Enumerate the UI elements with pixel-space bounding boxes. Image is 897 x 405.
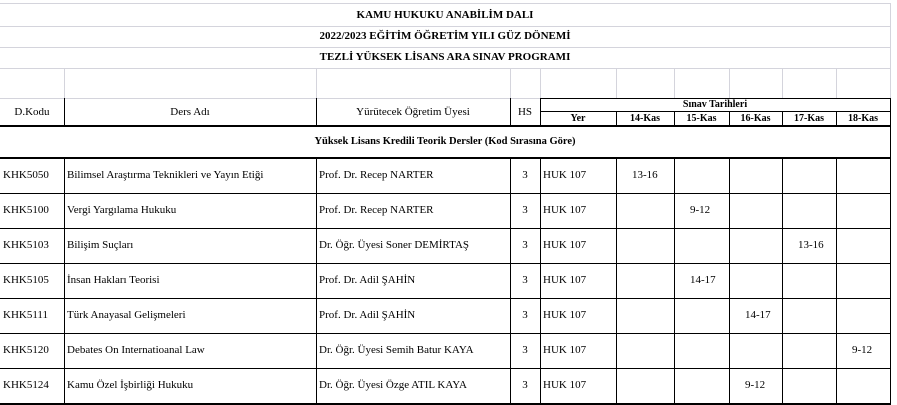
hs-value: 3 xyxy=(522,169,528,181)
course-name: Bilişim Suçları xyxy=(67,239,134,251)
exam-location: HUK 107 xyxy=(543,379,587,391)
exam-time-slot xyxy=(616,228,674,263)
grid-line xyxy=(782,158,783,403)
header-date-4: 17-Kas xyxy=(794,112,824,124)
grid-line xyxy=(0,98,540,99)
grid-line xyxy=(890,3,891,98)
grid-line xyxy=(729,111,730,126)
grid-line xyxy=(316,68,317,98)
title-department: KAMU HUKUKU ANABİLİM DALI xyxy=(356,8,534,21)
exam-location: HUK 107 xyxy=(543,204,587,216)
grid-line xyxy=(540,68,541,98)
grid-line xyxy=(616,68,617,98)
grid-line xyxy=(836,158,837,403)
exam-location: HUK 107 xyxy=(543,309,587,321)
header-exam-dates: Sınav Tarihleri xyxy=(682,98,748,110)
grid-line xyxy=(64,68,65,98)
course-code: KHK5103 xyxy=(3,239,49,251)
exam-time-slot: 13-16 xyxy=(632,169,658,181)
grid-line xyxy=(0,47,891,48)
exam-time-slot xyxy=(836,193,890,228)
exam-location: HUK 107 xyxy=(543,169,587,181)
grid-line xyxy=(0,68,891,69)
grid-line xyxy=(0,228,891,229)
grid-line xyxy=(0,26,891,27)
grid-line xyxy=(890,98,891,403)
grid-line xyxy=(0,125,891,127)
course-name: Vergi Yargılama Hukuku xyxy=(67,204,177,216)
course-code: KHK5111 xyxy=(3,309,49,321)
grid-line xyxy=(729,158,730,403)
exam-location: HUK 107 xyxy=(543,344,587,356)
exam-time-slot xyxy=(729,228,782,263)
grid-line xyxy=(510,98,511,126)
exam-time-slot: 9-12 xyxy=(690,204,711,216)
hs-value: 3 xyxy=(522,309,528,321)
grid-line xyxy=(616,158,617,403)
header-location: Yer xyxy=(570,112,586,124)
exam-time-slot xyxy=(782,298,836,333)
section-title: Yüksek Lisans Kredili Teorik Dersler (Kod Sırasına Göre) xyxy=(314,135,576,147)
instructor-name: Dr. Öğr. Üyesi Soner DEMİRTAŞ xyxy=(319,239,470,251)
header-hs: HS xyxy=(517,105,533,118)
grid-line xyxy=(316,98,317,126)
instructor-name: Dr. Öğr. Üyesi Özge ATIL KAYA xyxy=(319,379,467,391)
exam-time-slot xyxy=(729,193,782,228)
course-code: KHK5120 xyxy=(3,344,49,356)
exam-time-slot xyxy=(836,368,890,403)
grid-line xyxy=(510,158,511,403)
exam-time-slot: 14-17 xyxy=(690,274,716,286)
grid-line xyxy=(540,111,891,112)
exam-time-slot xyxy=(616,368,674,403)
exam-time-slot xyxy=(674,333,729,368)
title-program: TEZLİ YÜKSEK LİSANS ARA SINAV PROGRAMI xyxy=(319,51,571,63)
grid-line xyxy=(836,68,837,98)
header-date-2: 15-Kas xyxy=(686,112,717,124)
exam-time-slot xyxy=(729,158,782,193)
exam-time-slot xyxy=(616,333,674,368)
exam-time-slot xyxy=(729,333,782,368)
exam-time-slot: 9-12 xyxy=(852,344,873,356)
course-name: Kamu Özel İşbirliği Hukuku xyxy=(67,379,194,391)
grid-line xyxy=(540,98,541,126)
exam-time-slot: 9-12 xyxy=(745,379,766,391)
exam-time-slot: 14-17 xyxy=(745,309,771,321)
instructor-name: Prof. Dr. Recep NARTER xyxy=(319,169,434,181)
hs-value: 3 xyxy=(522,379,528,391)
exam-time-slot xyxy=(782,368,836,403)
exam-time-slot xyxy=(616,298,674,333)
exam-time-slot xyxy=(782,158,836,193)
course-name: İnsan Hakları Teorisi xyxy=(67,274,160,286)
exam-time-slot xyxy=(674,228,729,263)
exam-time-slot xyxy=(836,158,890,193)
exam-time-slot xyxy=(836,263,890,298)
exam-time-slot xyxy=(782,333,836,368)
grid-line xyxy=(836,111,837,126)
hs-value: 3 xyxy=(522,239,528,251)
hs-value: 3 xyxy=(522,344,528,356)
instructor-name: Prof. Dr. Recep NARTER xyxy=(319,204,434,216)
instructor-name: Dr. Öğr. Üyesi Semih Batur KAYA xyxy=(319,344,474,356)
grid-line xyxy=(782,111,783,126)
exam-time-slot xyxy=(782,263,836,298)
grid-line xyxy=(782,68,783,98)
grid-line xyxy=(0,3,891,4)
course-code: KHK5050 xyxy=(3,169,49,181)
exam-time-slot xyxy=(729,263,782,298)
course-code: KHK5105 xyxy=(3,274,49,286)
grid-line xyxy=(0,157,891,159)
grid-line xyxy=(316,158,317,403)
exam-time-slot xyxy=(674,158,729,193)
course-code: KHK5100 xyxy=(3,204,49,216)
header-instructor: Yürütecek Öğretim Üyesi xyxy=(356,105,470,118)
header-date-3: 16-Kas xyxy=(740,112,771,124)
course-name: Bilimsel Araştırma Teknikleri ve Yayın Etiği xyxy=(67,169,264,181)
exam-time-slot xyxy=(616,193,674,228)
hs-value: 3 xyxy=(522,204,528,216)
instructor-name: Prof. Dr. Adil ŞAHİN xyxy=(319,309,416,321)
grid-line xyxy=(0,193,891,194)
grid-line xyxy=(0,298,891,299)
header-date-5: 18-Kas xyxy=(848,112,878,124)
exam-time-slot: 13-16 xyxy=(798,239,824,251)
exam-time-slot xyxy=(674,368,729,403)
grid-line xyxy=(729,68,730,98)
exam-time-slot xyxy=(782,193,836,228)
header-course: Ders Adı xyxy=(170,105,210,118)
header-date-1: 14-Kas xyxy=(630,112,660,124)
exam-location: HUK 107 xyxy=(543,274,587,286)
grid-line xyxy=(64,98,65,126)
title-academic-year: 2022/2023 EĞİTİM ÖĞRETİM YILI GÜZ DÖNEMİ xyxy=(319,30,571,42)
course-name: Türk Anayasal Gelişmeleri xyxy=(67,309,186,321)
grid-line xyxy=(64,158,65,403)
hs-value: 3 xyxy=(522,274,528,286)
exam-location: HUK 107 xyxy=(543,239,587,251)
grid-line xyxy=(510,68,511,98)
grid-line xyxy=(0,333,891,334)
grid-line xyxy=(540,98,891,99)
grid-line xyxy=(674,158,675,403)
grid-line xyxy=(0,368,891,369)
course-code: KHK5124 xyxy=(3,379,49,391)
grid-line xyxy=(540,158,541,403)
grid-line xyxy=(616,111,617,126)
exam-time-slot xyxy=(836,228,890,263)
exam-time-slot xyxy=(616,263,674,298)
grid-line xyxy=(0,263,891,264)
header-code: D.Kodu xyxy=(14,105,50,118)
course-name: Debates On Internatioanal Law xyxy=(67,344,205,356)
grid-line xyxy=(674,111,675,126)
grid-line xyxy=(674,68,675,98)
exam-time-slot xyxy=(836,298,890,333)
instructor-name: Prof. Dr. Adil ŞAHİN xyxy=(319,274,416,286)
exam-time-slot xyxy=(674,298,729,333)
